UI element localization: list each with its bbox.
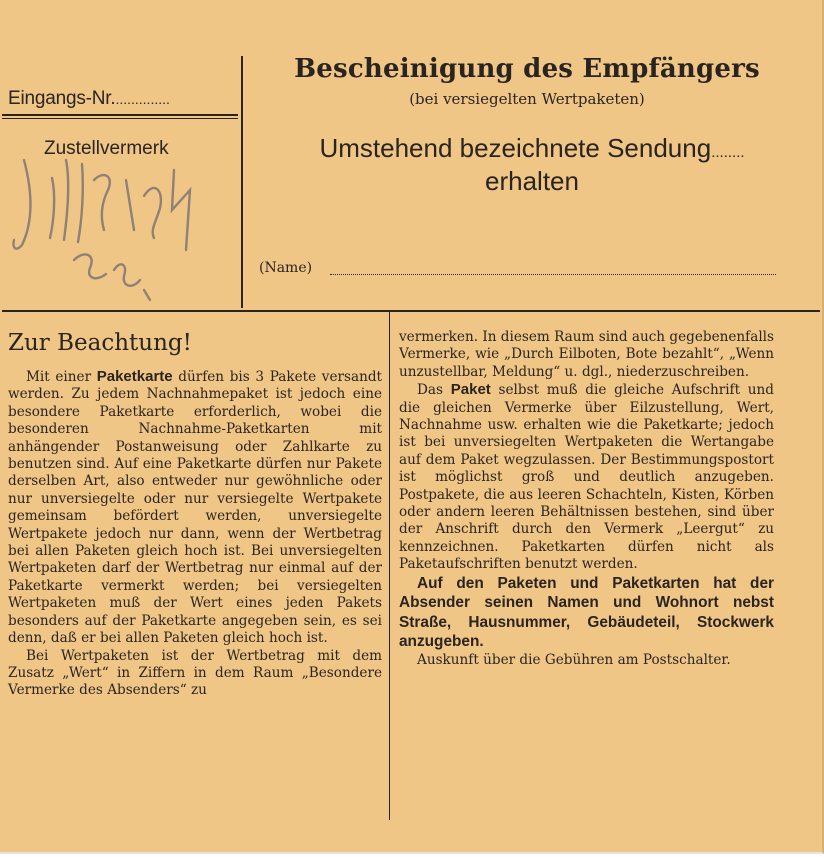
notes-paragraph — [399, 329, 774, 381]
erhalten-text: erhalten — [485, 166, 579, 196]
notes-heading: Zur Beachtung! — [8, 330, 192, 356]
sendung-statement — [252, 134, 812, 196]
notes-text: Paket — [450, 381, 491, 399]
notes-right-column — [399, 329, 774, 669]
eingangs-nr-field — [8, 88, 170, 110]
eingangs-nr-dots: .............. — [115, 91, 170, 107]
notes-paragraph — [8, 368, 382, 648]
notes-paragraph — [399, 574, 774, 652]
notes-text: Auf den Paketen und Paketkarten hat der Absender seinen Namen und Wohnort nebst Straße, Hausnummer, Gebäudeteil, Stockwerk anzugeben. — [399, 574, 774, 651]
notes-text: Paketkarte — [96, 368, 173, 385]
eingangs-nr-label: Eingangs-Nr. — [8, 88, 116, 109]
eingang-underline-2 — [2, 118, 238, 119]
notes-left-column — [8, 368, 382, 700]
sendung-text: Umstehend bezeichnete Sendung — [319, 133, 712, 163]
name-signature-line — [330, 274, 776, 275]
sendung-dots: ........ — [711, 144, 745, 161]
eingang-underline — [2, 114, 238, 116]
notes-text: Das — [417, 382, 451, 399]
recipient-certificate-subtitle: (bei versiegelten Wertpaketen) — [409, 90, 645, 108]
notes-paragraph — [8, 648, 382, 700]
vertical-divider-top — [241, 56, 243, 308]
notes-text: vermerken. In diesem Raum sind auch gegebenenfalls Vermerke, wie „Durch Eilboten, Bote bezahlt“, „Wenn unzustellbar, Meldung“ u. dgl., niederzuschreiben. — [399, 329, 774, 380]
notes-text: Bei Wertpaketen ist der Wertbetrag mit dem Zusatz „Wert“ in Ziffern in dem Raum „Besondere Vermerke des Absenders“ zu — [8, 647, 382, 699]
notes-text: Auskunft über die Gebühren am Postschalter. — [417, 651, 731, 668]
notes-text: selbst muß die gleiche Aufschrift und die gleichen Vermerke über Eilzustellung, Wert, Nachnahme usw. erhalten wie die Paketkarte; jedoch ist bei unversiegelten Wertpaketen die Wertangabe auf dem Paket wegzulassen. Der Bestimmungspostort ist möglichst groß und deutlich anzugeben. Postpakete, die aus leeren Schachteln, Kisten, Körben oder andern leeren Behältnissen bestehen, sind über der Anschrift durch den Vermerk „Leergut“ zu kennzeichnen. Paketkarten dürfen nicht als Paketaufschriften benutzt werden. — [399, 382, 775, 573]
section-divider — [2, 310, 820, 312]
zustellvermerk-label: Zustellvermerk — [44, 138, 169, 159]
handwritten-pencil-note — [4, 150, 244, 310]
notes-paragraph — [399, 381, 774, 573]
column-divider — [389, 312, 390, 820]
recipient-certificate-title: Bescheinigung des Empfängers — [294, 54, 760, 84]
notes-text: Mit einer — [26, 369, 97, 385]
name-label: (Name) — [259, 260, 313, 276]
notes-paragraph — [399, 652, 774, 669]
notes-text: dürfen bis 3 Pakete versandt werden. Zu jedem Nachnahmepaket ist jedoch eine besondere Paketkarte erforderlich, wobei die besonderen Nachnahme-Paketkarten mit anhängender Postanweisung oder Zahlkarte zu benutzen sind. Auf eine Paketkarte dürfen nur Pakete derselben Art, also entweder nur gewöhnliche oder nur unversiegelte oder nur versiegelte Wertpakete gemeinsam befördert werden, unversiegelte Wertpakete jedoch nur dann, wenn der Wertbetrag bei allen Paketen gleich hoch ist. Bei unversiegelten Wertpaketen darf der Wertbetrag nur einmal auf der Paketkarte vermerkt werden; bei versiegelten Wertpaketen muß der Wert eines jeden Pakets besonders auf der Paketkarte angegeben sein, es sei denn, daß er bei allen Paketen gleich hoch ist. — [8, 369, 383, 647]
